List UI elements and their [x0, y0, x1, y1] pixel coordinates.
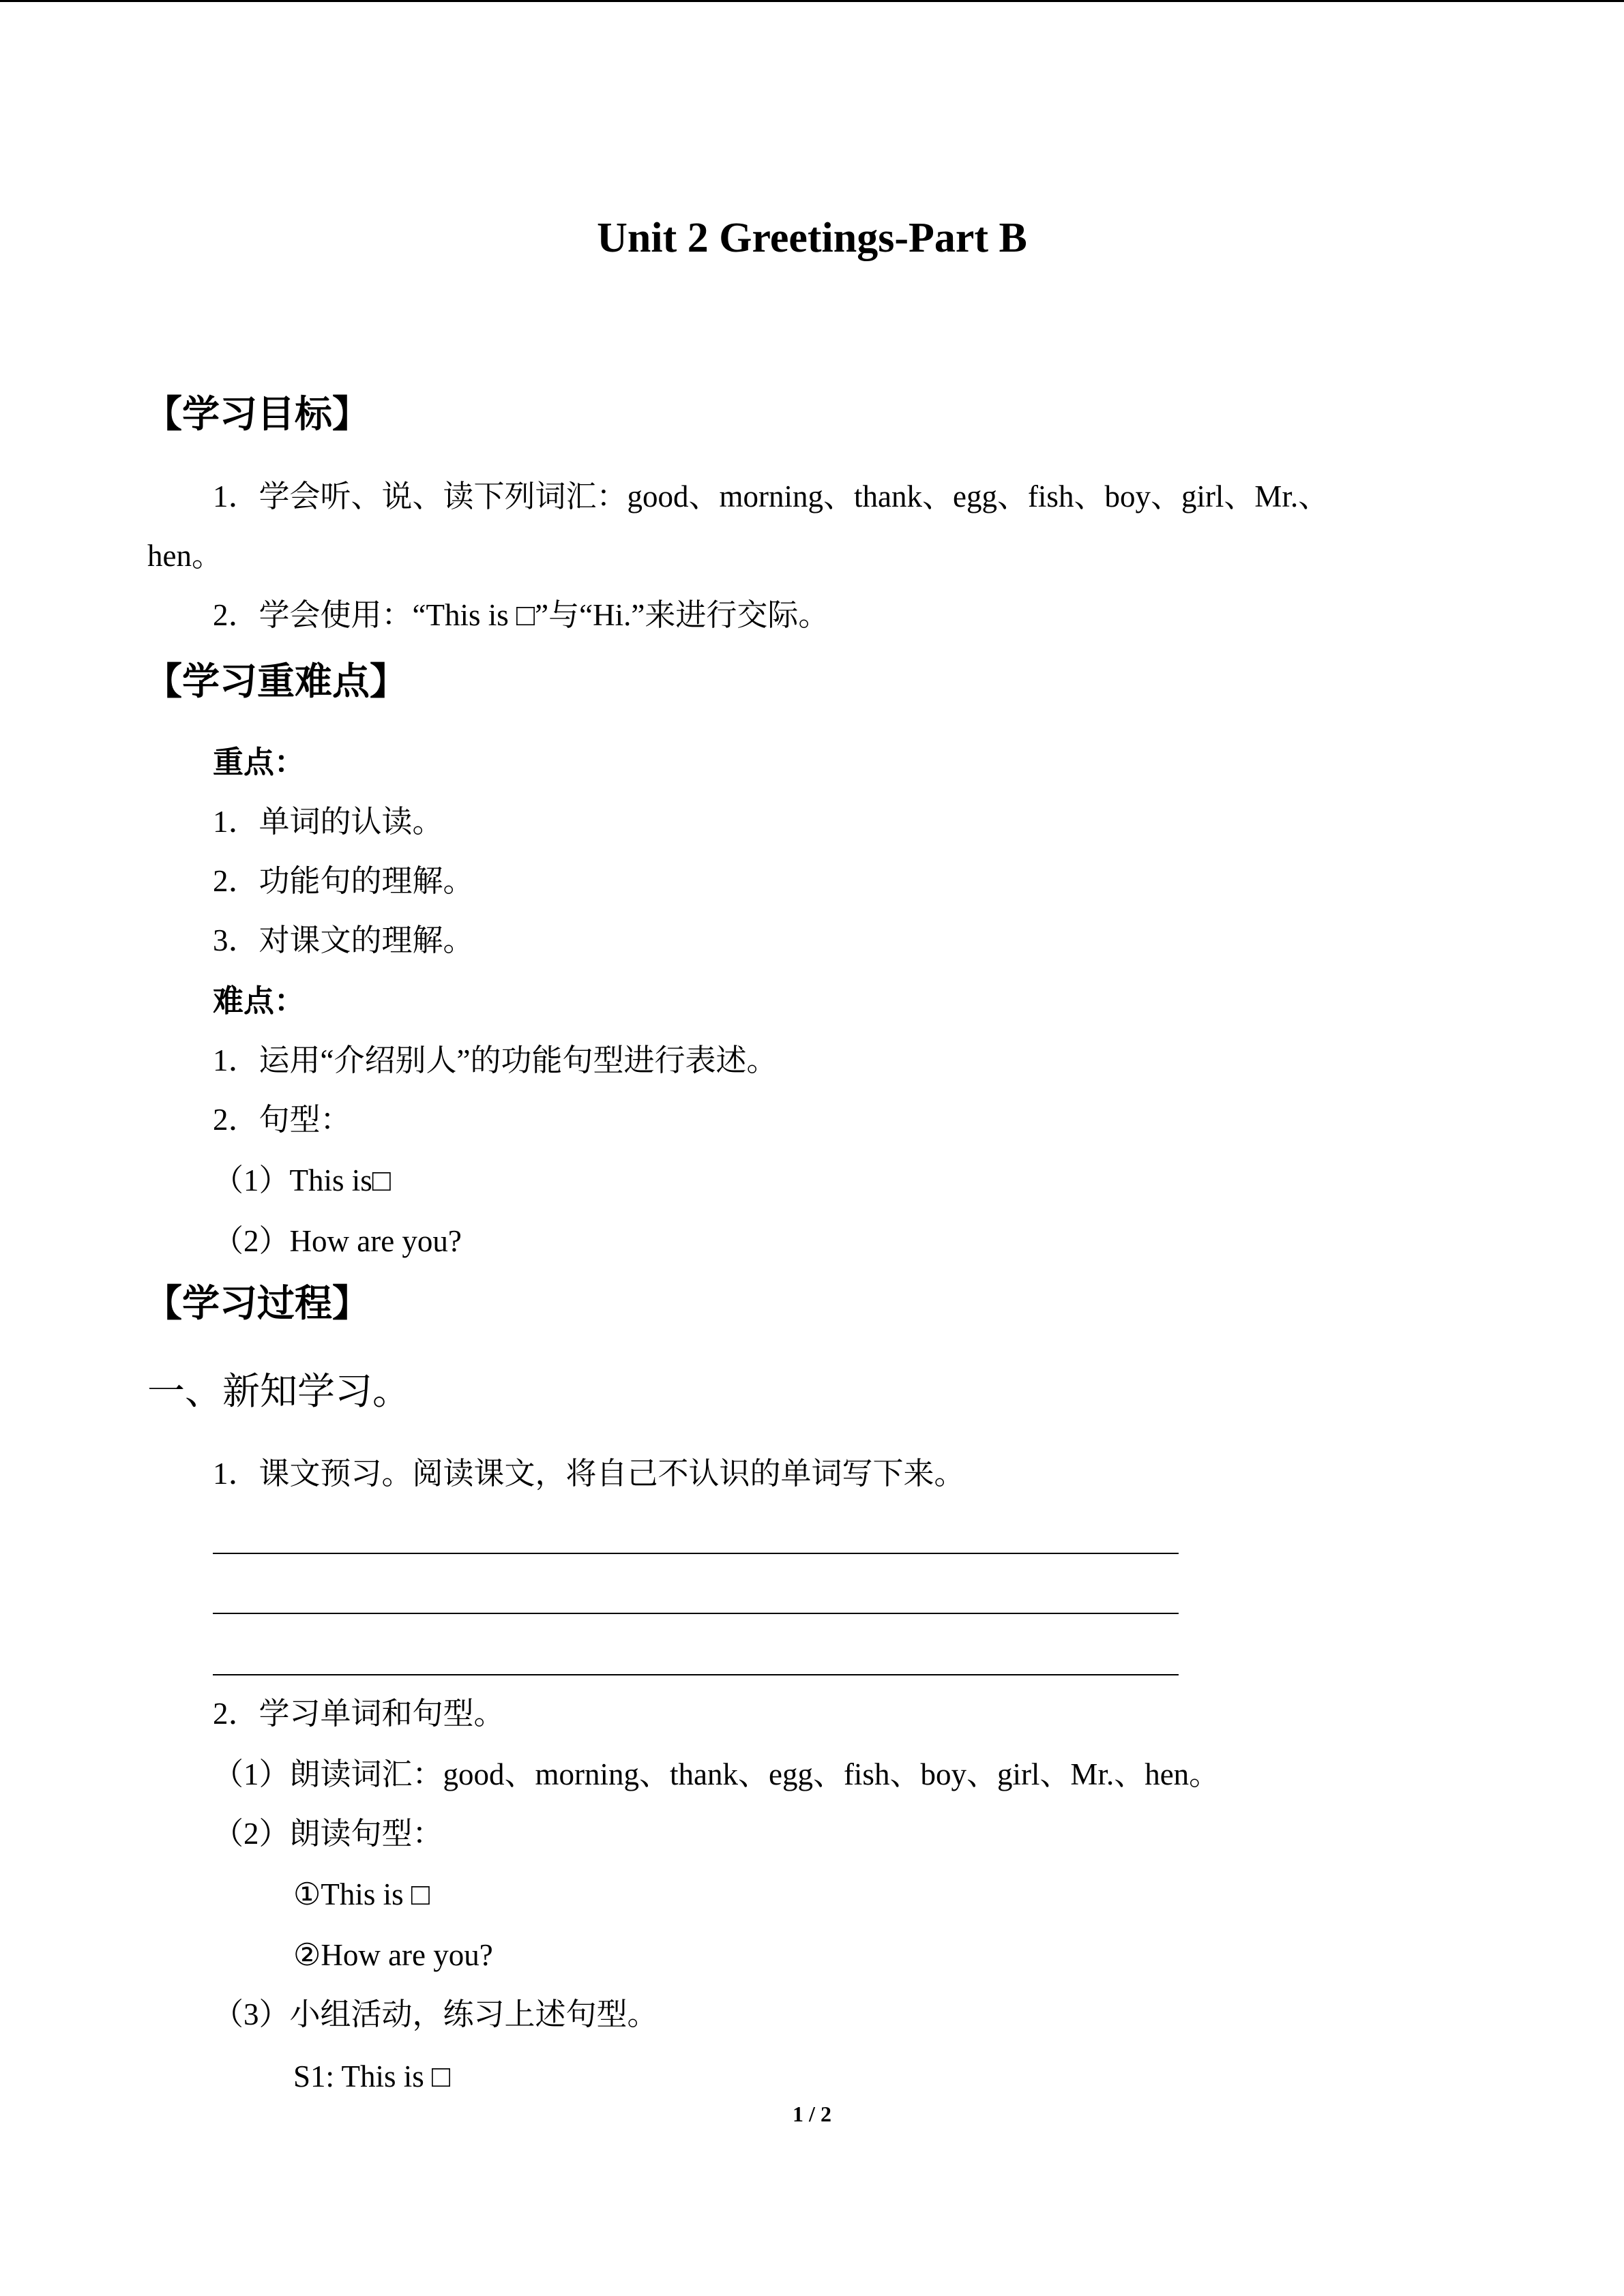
goal-item-1-line-1: 1．学会听、说、读下列词汇：good、morning、thank、egg、fish、boy、girl、Mr.、 [213, 479, 1329, 513]
page-top-border [0, 0, 1624, 2]
hard-point-item-2: 2．句型： [213, 1103, 351, 1137]
process-step-2-sub-2: （2）朗读句型： [213, 1817, 443, 1851]
goal-item-1-line-2: hen。 [147, 539, 222, 573]
key-point-item-3: 3．对课文的理解。 [213, 923, 474, 957]
section-heading-goals: 【学习目标】 [145, 393, 370, 435]
section-heading-difficulties: 【学习重难点】 [145, 661, 408, 702]
hard-point-sub-1: （1）This is□ [213, 1163, 391, 1197]
process-step-2: 2．学习单词和句型。 [213, 1697, 505, 1731]
key-point-item-1: 1．单词的认读。 [213, 805, 443, 839]
answer-blank-line-1 [213, 1553, 1179, 1554]
sentence-pattern-2: ②How are you? [293, 1938, 493, 1972]
sentence-pattern-1: ①This is □ [293, 1877, 430, 1911]
answer-blank-line-2 [213, 1613, 1179, 1614]
goal-item-2: 2．学会使用：“This is □”与“Hi.”来进行交际。 [213, 598, 829, 632]
part-1-heading: 一、新知学习。 [147, 1371, 411, 1412]
hard-point-sub-2: （2）How are you? [213, 1224, 462, 1258]
process-step-2-sub-1: （1）朗读词汇：good、morning、thank、egg、fish、boy、girl、Mr.、hen。 [213, 1757, 1220, 1791]
hard-point-item-1: 1．运用“介绍别人”的功能句型进行表述。 [213, 1043, 778, 1077]
dialogue-line-s1: S1: This is □ [293, 2059, 451, 2093]
key-point-item-2: 2．功能句的理解。 [213, 864, 474, 898]
answer-blank-line-3 [213, 1674, 1179, 1675]
process-step-1: 1．课文预习。阅读课文，将自己不认识的单词写下来。 [213, 1457, 965, 1491]
section-heading-process: 【学习过程】 [145, 1283, 370, 1324]
page-number: 1 / 2 [793, 2102, 831, 2126]
key-points-label: 重点： [213, 745, 306, 779]
process-step-2-sub-3: （3）小组活动，练习上述句型。 [213, 1997, 658, 2031]
document-title: Unit 2 Greetings-Part B [597, 215, 1027, 261]
hard-points-label: 难点： [213, 984, 306, 1018]
